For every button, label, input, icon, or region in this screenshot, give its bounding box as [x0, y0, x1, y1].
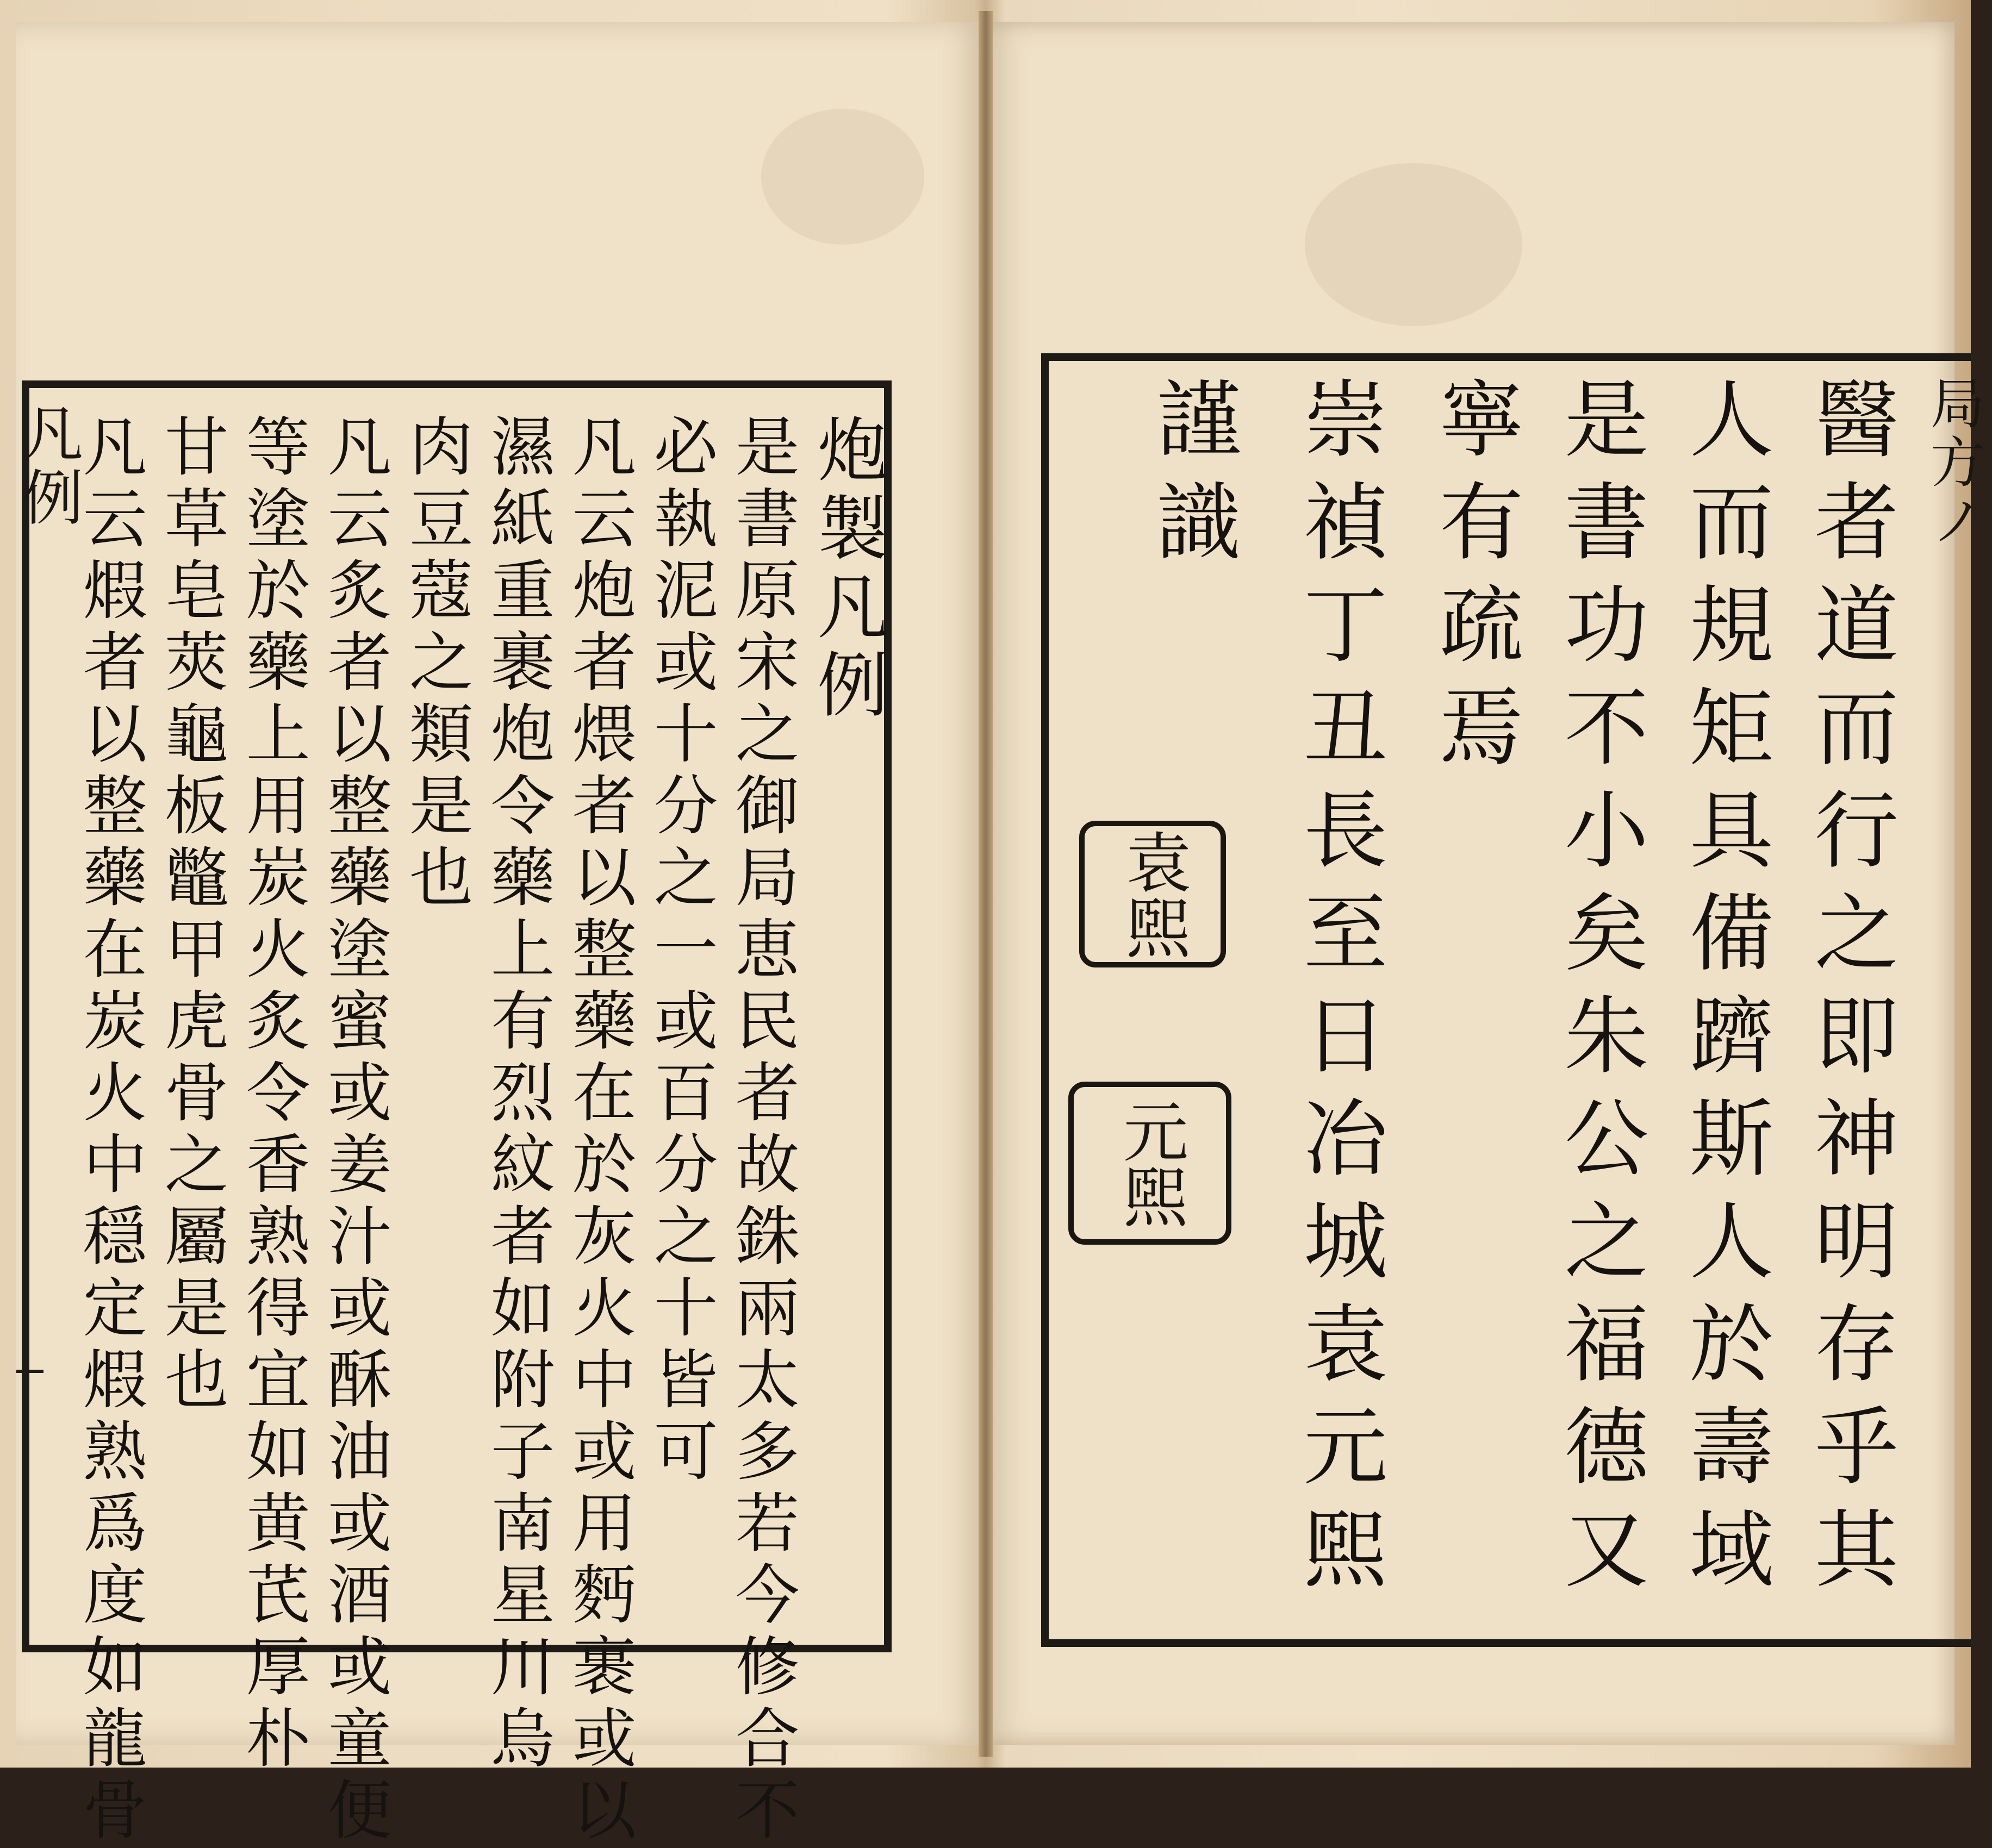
left-column-6: 凡云炙者以整藥塗蜜或姜汁或酥油或酒或童便: [316, 413, 392, 1848]
book-gutter: [979, 11, 993, 1757]
left-column-3: 凡云炮者煨者以整藥在於灰火中或用麪裹或以: [561, 413, 637, 1848]
right-column-3: 是書功不小矣朱公之福德又: [1550, 375, 1649, 1608]
seal-lower-glyphs: 元煕: [1112, 1098, 1188, 1228]
right-column-5: 崇禎丁丑長至日冶城袁元煕: [1289, 375, 1388, 1608]
paper-stain: [1305, 163, 1522, 326]
left-column-7: 等塗於藥上用炭火炙令香熟得宜如黄芪厚朴: [235, 413, 310, 1776]
right-column-2: 人而規矩具備躋斯人於壽域: [1675, 375, 1774, 1608]
right-margin-label: 局方ノ: [1921, 375, 1985, 551]
left-column-9: 凡云煆者以整藥在炭火中穏定煆熟爲度如龍骨: [72, 413, 147, 1848]
seal-stamp-upper: [1079, 821, 1226, 967]
left-column-2: 必執泥或十分之一或百分之十皆可: [643, 413, 718, 1489]
paper-stain: [761, 109, 924, 245]
seal-stamp-lower: [1068, 1082, 1231, 1245]
left-margin-label: 凡例: [14, 402, 83, 530]
left-page-title: 炮製凡例: [806, 413, 888, 726]
left-column-1: 是書原宋之御局恵民者故銖兩太多若今修合不: [724, 413, 800, 1848]
left-column-5: 肉豆蔻之類是也: [398, 413, 474, 915]
seal-upper-glyphs: 袁煕: [1115, 829, 1191, 959]
right-column-1: 醫者道而行之即神明存乎其: [1800, 375, 1899, 1608]
folio-mark: [16, 1370, 43, 1373]
right-column-6: 謹識: [1142, 375, 1241, 580]
left-column-8: 甘草皂莢龜板鼈甲虎骨之屬是也: [153, 413, 229, 1418]
left-column-4: 濕紙重裹炮令藥上有烈紋者如附子南星川烏: [480, 413, 555, 1776]
right-column-4: 寧有疏焉: [1425, 375, 1524, 786]
